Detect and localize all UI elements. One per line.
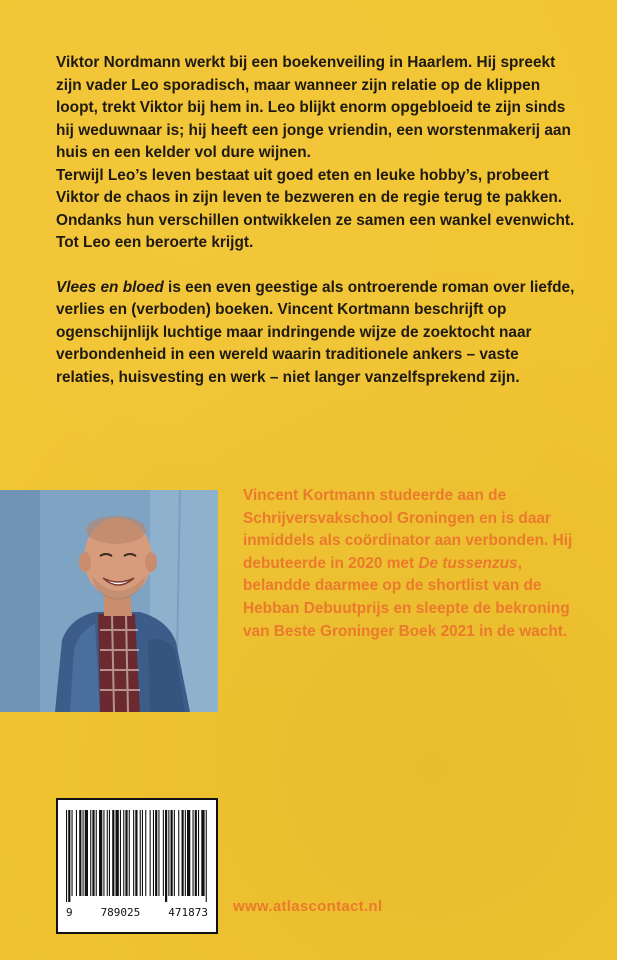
author-bio (243, 485, 593, 643)
author-photo (0, 490, 218, 712)
blurb-paragraph-2: Terwijl Leo’s leven bestaat uit goed eten en leuke hobby’s, probeert Viktor de chaos in zijn leven te bezweren en de regie terug te pakken. Ondanks hun verschillen ontwikkelen ze samen een wankel evenwicht. Tot Leo een beroerte krijgt. (56, 166, 575, 251)
barcode-bars (66, 810, 208, 902)
isbn-barcode (56, 798, 218, 934)
barcode-digits-left: 789025 (100, 906, 141, 919)
bio-text-1: Vincent Kortmann studeerde aan de Schrijversvakschool Groningen en is daar inmiddels als coördinator aan verbonden. Hij debuteerde in 2020 met (243, 487, 573, 572)
blurb-paragraph-1: Viktor Nordmann werkt bij een boekenveiling in Haarlem. Hij spreekt zijn vader Leo sporadisch, maar wanneer zijn relatie op de klippen loopt, trekt Viktor bij hem in. Leo blijkt enorm opgebloeid te zijn sinds hij weduwnaar is; hij heeft een jonge vriendin, een worstenmakerij aan huis en een kelder vol dure wijnen. (56, 54, 571, 161)
publisher-website: www.atlascontact.nl (233, 898, 383, 915)
blurb-paragraph-3-text: is een even geestige als ontroerende roman over liefde, verlies en (verboden) boeken. Vincent Kortmann beschrijft op ogenschijnlijk luchtige maar indringende wijze de zoektocht naar verbondenheid in een wereld waarin traditionele ankers – vaste relaties, huisvesting en werk – niet langer vanzelfsprekend zijn. (56, 278, 575, 386)
barcode-digit-prefix: 9 (66, 906, 73, 919)
blurb-paragraph-3 (56, 277, 576, 390)
book-title: Vlees en bloed (56, 278, 164, 296)
barcode-digits-right: 471873 (168, 906, 208, 919)
debut-title: De tussenzus (418, 554, 518, 572)
bio-text-2: , belandde daarmee op de shortlist van de Hebban Debuutprijs en sleepte de bekroning van Beste Groninger Boek 2021 in de wacht. (243, 554, 570, 640)
blurb-text (56, 52, 576, 389)
barcode-digits (58, 906, 216, 919)
